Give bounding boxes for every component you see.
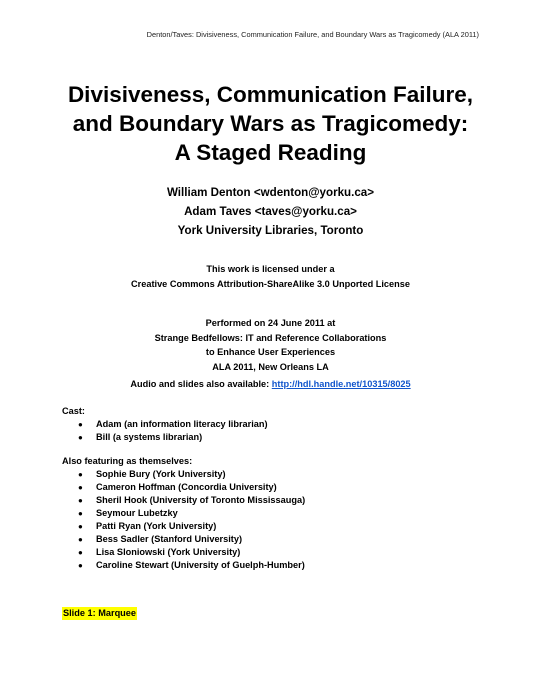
audio-label: Audio and slides also available: — [130, 379, 272, 389]
handle-link[interactable]: http://hdl.handle.net/10315/8025 — [271, 379, 411, 389]
bullet-icon: ● — [78, 496, 83, 505]
featured-person: Patti Ryan (York University) — [96, 521, 217, 531]
list-item — [62, 431, 268, 444]
bullet-icon: ● — [78, 535, 83, 544]
list-item — [62, 494, 305, 507]
featuring-list — [62, 468, 305, 572]
performed-line-4: ALA 2011, New Orleans LA — [212, 361, 329, 372]
license-block — [0, 262, 541, 291]
featured-person: Sophie Bury (York University) — [96, 469, 226, 479]
list-item — [62, 418, 268, 431]
bullet-icon: ● — [78, 561, 83, 570]
license-line-1: This work is licensed under a — [206, 264, 335, 274]
performance-block — [0, 316, 541, 374]
bullet-icon: ● — [78, 548, 83, 557]
bullet-icon: ● — [78, 420, 83, 429]
performed-line-1: Performed on 24 June 2011 at — [205, 318, 336, 328]
featured-person: Bess Sadler (Stanford University) — [96, 534, 243, 544]
list-item — [62, 520, 305, 533]
bullet-icon: ● — [78, 483, 83, 492]
performed-line-3: to Enhance User Experiences — [205, 347, 336, 357]
author-line-2: Adam Taves <taves@yorku.ca> — [184, 205, 357, 218]
featuring-section — [62, 455, 305, 572]
list-item — [62, 546, 305, 559]
list-item — [62, 533, 305, 546]
list-item — [62, 481, 305, 494]
list-item — [62, 507, 305, 520]
title-line-1: Divisiveness, Communication Failure, — [67, 82, 474, 107]
title-line-3: A Staged Reading — [174, 140, 367, 165]
featured-person: Caroline Stewart (University of Guelph-Humber) — [96, 560, 305, 570]
bullet-icon: ● — [78, 509, 83, 518]
featured-person: Lisa Sloniowski (York University) — [96, 547, 241, 557]
featuring-heading: Also featuring as themselves: — [62, 456, 193, 466]
performed-line-2: Strange Bedfellows: IT and Reference Collaborations — [154, 332, 387, 343]
audio-block — [0, 377, 541, 392]
page-title — [0, 80, 541, 167]
slide-heading: Slide 1: Marquee — [63, 608, 137, 618]
running-header: Denton/Taves: Divisiveness, Communication Failure, and Boundary Wars as Tragicomedy (ALA 2011) — [146, 30, 479, 39]
list-item — [62, 468, 305, 481]
cast-list — [62, 418, 268, 444]
list-item — [62, 559, 305, 572]
affiliation-line: York University Libraries, Toronto — [177, 224, 364, 237]
authors-block — [0, 183, 541, 240]
bullet-icon: ● — [78, 433, 83, 442]
title-line-2: and Boundary Wars as Tragicomedy: — [72, 111, 469, 136]
cast-heading: Cast: — [62, 406, 85, 416]
bullet-icon: ● — [78, 522, 83, 531]
featured-person: Cameron Hoffman (Concordia University) — [96, 482, 277, 492]
cast-member: Bill (a systems librarian) — [96, 432, 203, 442]
featured-person: Seymour Lubetzky — [96, 508, 178, 518]
bullet-icon: ● — [78, 470, 83, 479]
featured-person: Sheril Hook (University of Toronto Mississauga) — [96, 495, 306, 505]
cast-member: Adam (an information literacy librarian) — [96, 419, 268, 429]
cast-section — [62, 405, 268, 444]
license-line-2: Creative Commons Attribution-ShareAlike 3.0 Unported License — [131, 278, 410, 289]
author-line-1: William Denton <wdenton@yorku.ca> — [166, 186, 375, 199]
